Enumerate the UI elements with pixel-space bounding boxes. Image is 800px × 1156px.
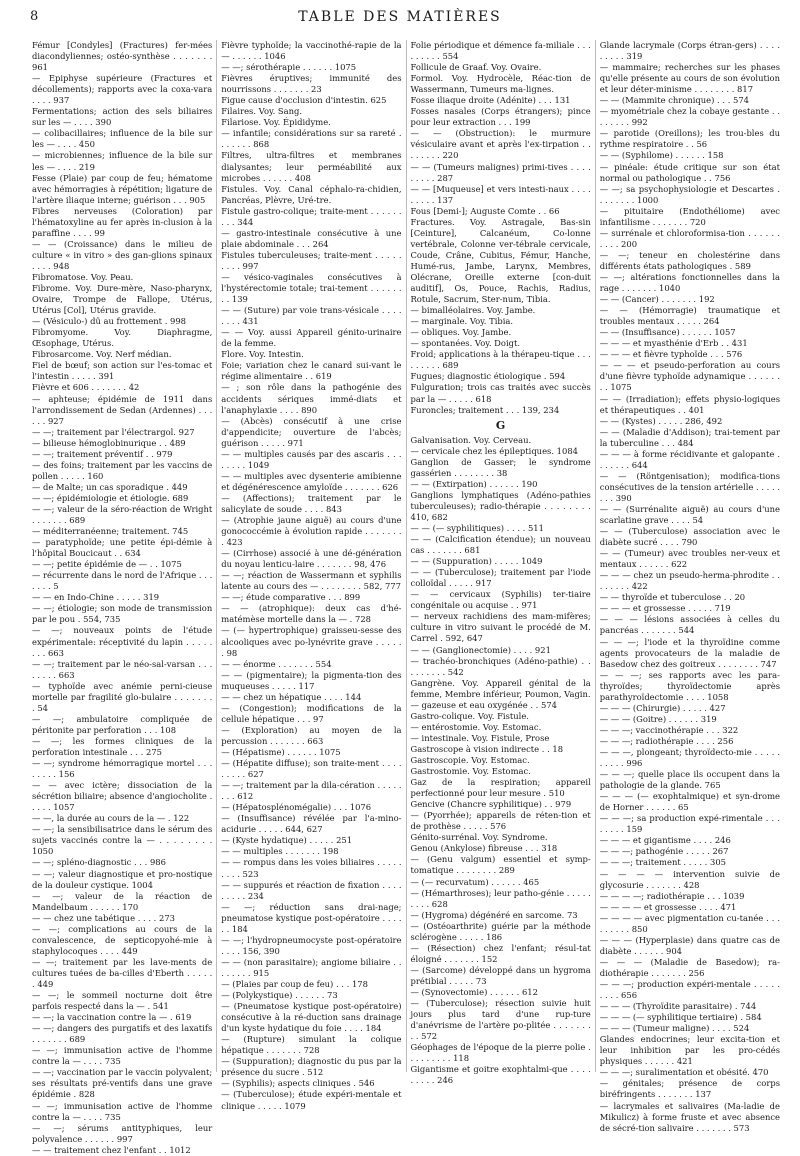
index-entry: — microbiennes; influence de la bile sur les — . . . . 219 bbox=[32, 150, 213, 172]
index-entry: — — (Irradiation); effets physio-logiques et thérapeutiques . . 401 bbox=[599, 393, 780, 415]
index-entry: — (Synovectomie) . . . . . . 612 bbox=[410, 986, 538, 997]
index-entry: Figue cause d'occlusion d'intestin. 625 bbox=[221, 95, 387, 106]
index-entry: — — (— syphilitiques) . . . . 511 bbox=[410, 523, 544, 534]
index-entry: — (Insuffisance) révélée par l'a-mino-acidurie . . . . . 644, 627 bbox=[221, 813, 402, 835]
index-entry: — —; immunisation active de l'homme contre la — . . . . 735 bbox=[32, 1100, 213, 1122]
index-entry: — — — (Chirurgie) . . . . . 427 bbox=[599, 702, 726, 713]
index-entry: — — — (Hyperplasie) dans quatre cas de diabète . . . . . . 904 bbox=[599, 934, 780, 956]
index-entry: — — —; radiothérapie . . . . 256 bbox=[599, 735, 734, 746]
index-entry: — —; traitement par les lave-ments de cultures tuées de ba-cilles d'Eberth . . . . . . 449 bbox=[32, 956, 213, 989]
index-entry: — (Ostéoarthrite) guérie par la méthode sclérogène . . . . . 186 bbox=[410, 920, 591, 942]
index-entry: Fesse (Plaie) par coup de feu; hématome avec hémorragies à répétition; ligature de l'artère iliaque interne; guérison . . . 905 bbox=[32, 172, 213, 205]
index-entry: — (Tuberculose); résection suivie huit jours plus tard d'une rup-ture d'anévrisme de l'artère po-plitée . . . . . . . . . 572 bbox=[410, 998, 591, 1042]
index-entry: — —; petite épidémie de — . . 1075 bbox=[32, 559, 182, 570]
index-entry: — (Hygroma) dégénéré en sarcome. 73 bbox=[410, 909, 578, 920]
index-entry: — lacrymales et salivaires (Ma-ladie de Mikulicz) à forme fruste et avec absence de sécré-tion salivaire . . . . . . . 573 bbox=[599, 1100, 780, 1133]
index-entry: — des foins; traitement par les vaccins de pollen . . . . . 160 bbox=[32, 459, 213, 481]
index-entry: — — —; sa production expé-rimentale . . . . . . . . 159 bbox=[599, 813, 780, 835]
index-entry: — génitales; présence de corps biréfringents . . . . . . . 137 bbox=[599, 1078, 780, 1100]
index-entry: — — (Extirpation) . . . . . . 190 bbox=[410, 478, 538, 489]
index-entry: — —; les formes cliniques de la perforation intestinale . . . 275 bbox=[32, 735, 213, 757]
index-entry: — pinéale: étude critique sur son état normal ou pathologique . . 756 bbox=[599, 161, 780, 183]
index-entry: — — —; pathogénie . . . . . 267 bbox=[599, 846, 729, 857]
index-entry: — — (Syphilome) . . . . . . 158 bbox=[599, 150, 724, 161]
index-entry: — paratyphoïde; une petite épi-démie à l'hôpital Boucicaut . . 634 bbox=[32, 537, 213, 559]
index-entry: — (Rupture) simulant la colique hépatique . . . . . . . 728 bbox=[221, 1034, 402, 1056]
index-entry: — (Polykystique) . . . . . . 73 bbox=[221, 990, 338, 1001]
index-entry: — — (Suppuration) . . . . . 1049 bbox=[410, 556, 543, 567]
index-entry: — —; dangers des purgatifs et des laxatifs . . . . . . . 689 bbox=[32, 1023, 213, 1045]
index-entry: — — (Hémorragie) traumatique et troubles mentaux . . . . . 264 bbox=[599, 305, 780, 327]
index-entry: Formol. Voy. Hydrocèle, Réac-tion de Wassermann, Tumeurs ma-lignes. bbox=[410, 73, 591, 95]
index-entry: Follicule de Graaf. Voy. Ovaire. bbox=[410, 62, 542, 73]
index-entry: — —; réduction sans drai-nage; pneumatose kystique post-opératoire . . . . . . 184 bbox=[221, 901, 402, 934]
index-entry: — (Résection) chez l'enfant; résul-tat éloigné . . . . . . . 152 bbox=[410, 942, 591, 964]
index-entry: — — (Obstruction): le murmure vésiculaire avant et après l'ex-tirpation . . . . . . . . 220 bbox=[410, 128, 591, 161]
index-entry: — — —; suralimentation et obésité. 470 bbox=[599, 1067, 769, 1078]
index-entry: — —; immunisation active de l'homme contre la — . . . . 735 bbox=[32, 1045, 213, 1067]
index-entry: — (Hépatosplénomégalie) . . . 1076 bbox=[221, 802, 372, 813]
index-entry: Gigantisme et goitre exophtalmi-que . . . . . . . . . 246 bbox=[410, 1064, 591, 1086]
index-entry: Filtres, ultra-filtres et membranes dialysantes; leur perméabilité aux microbes . . . . . . 408 bbox=[221, 150, 402, 183]
index-entry: — (Cirrhose) associé à une dé-génération du noyau lenticu-laire . . . . . . . 98, 476 bbox=[221, 548, 402, 570]
index-entry: Fiel de bœuf; son action sur l'es-tomac et l'intestin . . . . . 391 bbox=[32, 360, 213, 382]
index-entry: — — traitement chez l'enfant . . 1012 bbox=[32, 1144, 191, 1155]
index-entry: Fibromatose. Voy. Peau. bbox=[32, 271, 134, 282]
page-number: 8 bbox=[30, 9, 39, 24]
index-columns bbox=[28, 40, 784, 1155]
index-entry: — — — et fièvre typhoïde . . . 576 bbox=[599, 349, 743, 360]
index-entry: — —; étiologie; son mode de transmission par le pou . 554, 735 bbox=[32, 603, 213, 625]
page-title: TABLE DES MATIÈRES bbox=[298, 9, 502, 25]
index-entry: — —; traitement par l'électrargol. 927 bbox=[32, 426, 195, 437]
index-entry: — — —; production expéri-mentale . . . . . . . . . 656 bbox=[599, 978, 780, 1001]
index-entry: — — thyroïde et tuberculose . . 20 bbox=[599, 592, 746, 603]
index-entry: — bimalléolaires. Voy. Jambe. bbox=[410, 305, 536, 316]
index-entry: — —; l'hydropneumocyste post-opératoire . . . . 156, 390 bbox=[221, 934, 402, 956]
index-entry: — — (non parasitaire); angiome biliaire . . . . . . . . 915 bbox=[221, 956, 402, 978]
index-entry: — (— hypertrophique) graisseu-sesse des alcooliques avec po-lynévrite grave . . . . . . 98 bbox=[221, 625, 402, 658]
index-entry: — —; traitement par le néo-sal-varsan . . . . . . . . 663 bbox=[32, 658, 213, 680]
index-entry: Glande lacrymale (Corps étran-gers) . . . . . . . . . 319 bbox=[599, 40, 780, 62]
index-entry: Fièvre et 606 . . . . . . . 42 bbox=[32, 382, 140, 393]
index-entry: Fibrome. Voy. Dure-mère, Naso-pharynx, Ovaire, Trompe de Fallope, Utérus, Utérus [Col], Utérus gravide. bbox=[32, 283, 213, 316]
index-entry: — (Hémarthroses); leur patho-génie . . . . . . . . . 628 bbox=[410, 887, 591, 909]
index-entry: Géophages de l'époque de la pierre polie . . . . . . . . . 118 bbox=[410, 1042, 591, 1064]
index-entry: — typhoïde avec anémie perni-cieuse mortelle par fragilité glo-bulaire . . . . . . . . 54 bbox=[32, 680, 213, 713]
index-entry: Fractures. Voy. Astragale, Bas-sin [Ceinture], Calcanéum, Co-lonne vertébrale, Colonne ver-tébrale cervicale, Coude, Crâne, Cubitus, Fémur, Hanche, Humé-rus, Jambe, Larynx, Membres, Olécrane, Oreille externe [con-duit auditif], Os, Pouce, Rachis, Radius, Rotule, Sacrum, Ster-num, Tibia. bbox=[410, 216, 591, 305]
index-entry: Filaires. Voy. Sang. bbox=[221, 106, 303, 117]
index-entry: — — — à forme récidivante et galopante . . . . . . . 644 bbox=[599, 448, 780, 470]
index-entry: — — en Indo-Chine . . . . . 319 bbox=[32, 592, 160, 603]
index-entry: — — — lésions associées à celles du pancréas . . . . . . . 544 bbox=[599, 614, 780, 636]
index-entry: — — — et myasthénie d'Erb . . 431 bbox=[599, 338, 748, 349]
index-column bbox=[406, 40, 595, 1086]
index-entry: Gastroscope à vision indirecte . . 18 bbox=[410, 743, 564, 754]
index-entry: — trachéo-bronchiques (Adéno-pathie) . . . . . . . . . 542 bbox=[410, 655, 591, 677]
index-entry: — — (Croissance) dans le milieu de culture « in vitro » des gan-glions spinaux . . . . 948 bbox=[32, 238, 213, 271]
index-entry: Fibres nerveuses (Coloration) par l'hématoxyline au fer après in-clusion à la paraffine . . . . 99 bbox=[32, 205, 213, 238]
index-entry: — (— recurvatum) . . . . . . 465 bbox=[410, 876, 540, 887]
index-entry: — colibacillaires; influence de la bile sur les — . . . . 450 bbox=[32, 128, 213, 150]
index-entry: — — rompus dans les voies biliaires . . . . . . . . . 523 bbox=[221, 857, 402, 879]
index-entry: — — chez une tabétique . . . . 273 bbox=[32, 912, 175, 923]
index-entry: — — (Tumeurs malignes) primi-tives . . . . . . . . . 287 bbox=[410, 161, 591, 183]
index-entry: Fémur [Condyles] (Fractures) fer-mées diacondyliennes; ostéo-synthèse . . . . . . . 961 bbox=[32, 40, 213, 73]
index-entry: — surrénale et chloroformisa-tion . . . . . . . . . . 200 bbox=[599, 227, 780, 249]
index-entry: Glandes endocrines; leur excita-tion et leur inhibition par les pro-cédés physiques . . . . . . 421 bbox=[599, 1034, 780, 1067]
index-entry: Fous [Demi-]; Auguste Comte . . 66 bbox=[410, 205, 560, 216]
index-entry: Génito-surrénal. Voy. Syndrome. bbox=[410, 832, 548, 843]
index-entry: — (Hépatisme) . . . . . . 1075 bbox=[221, 747, 341, 757]
index-entry: — bilieuse hémoglobinurique . . 489 bbox=[32, 437, 186, 448]
index-entry: — — — et pseudo-perforation au cours d'une fièvre typhoïde adynamique . . . . . . . . 1075 bbox=[599, 360, 780, 393]
index-entry: — nerveux rachidiens des mam-mifères; culture in vitro suivant le procédé de M. Carrel . 592, 647 bbox=[410, 611, 591, 644]
index-entry: Ganglions lymphatiques (Adéno-pathies tuberculeuses); radio-thérapie . . . . . . . . 410, 682 bbox=[410, 489, 591, 522]
index-entry: — — suppurés et réaction de fixation . . . . . . . . . 234 bbox=[221, 879, 402, 901]
index-entry: Fièvres éruptives; immunité des nourrissons . . . . . . . 23 bbox=[221, 73, 402, 95]
index-entry: — —; syndrome hémorragique mortel . . . . . . . . 156 bbox=[32, 758, 213, 780]
index-entry: — marginale. Voy. Tibia. bbox=[410, 316, 514, 327]
index-entry: — — (Tuberculose); traitement par l'iode colloïdal . . . . . 917 bbox=[410, 567, 591, 589]
section-letter: G bbox=[495, 418, 506, 432]
index-entry: — myométriale chez la cobaye gestante . . . . . . . . 992 bbox=[599, 106, 780, 128]
index-entry: Genou (Ankylose) fibreuse . . . 318 bbox=[410, 843, 558, 854]
index-entry: — (Pneumatose kystique post-opératoire) consécutive à la ré-duction sans drainage d'un kyste hydatique du foie . . . . 184 bbox=[221, 1001, 402, 1034]
index-entry: Fermentations; action des sels biliaires sur les — . . . . 390 bbox=[32, 106, 213, 128]
index-entry: — —; la vaccination contre la — . 619 bbox=[32, 1012, 192, 1023]
index-entry: — — —; l'iode et la thyroïdine comme agents provocateurs de la maladie de Basedow chez des goitreux . . . . . . . . 747 bbox=[599, 636, 780, 669]
index-entry: — (Congestion); modifications de la cellule hépatique . . . 97 bbox=[221, 702, 402, 724]
index-entry: Flore. Voy. Intestin. bbox=[221, 349, 304, 360]
index-entry: — — — et grossesse . . . . . 719 bbox=[599, 603, 731, 614]
index-entry: — — — et gigantisme . . . . 246 bbox=[599, 835, 731, 846]
index-entry: Fistule gastro-colique; traite-ment . . . . . . . . . 344 bbox=[221, 205, 402, 227]
index-entry: Gastro-colique. Voy. Fistule. bbox=[410, 710, 529, 721]
index-entry: — — (Tumeur) avec troubles ner-veux et mentaux . . . . . . 622 bbox=[599, 548, 780, 570]
index-entry: — spontanées. Voy. Doigt. bbox=[410, 338, 521, 349]
index-entry: Froid; applications à la thérapeu-tique . . . . . . . . . 689 bbox=[410, 349, 591, 371]
index-entry: — (Atrophie jaune aiguë) au cours d'une gonococcémie à évolution rapide . . . . . . . . 423 bbox=[221, 515, 402, 548]
index-entry: — — (Kystes) . . . . . 286, 492 bbox=[599, 415, 723, 426]
index-entry: Gencive (Chancre syphilitique) . . 979 bbox=[410, 799, 572, 810]
index-entry: — — (Tuberculose) association avec le diabète sucré . . . . 790 bbox=[599, 526, 780, 548]
index-entry: — —; ambulatoire compliquée de péritonite par perforation . . . 108 bbox=[32, 713, 213, 735]
index-entry: — — (Suture) par voie trans-vésicale . . . . . . . . 431 bbox=[221, 305, 402, 327]
index-entry: — — multiples . . . . . . . 198 bbox=[221, 846, 339, 857]
index-entry: — — — (Tumeur maligne) . . . . 524 bbox=[599, 1023, 750, 1034]
index-entry: — —; complications au cours de la convalescence, de septicopyohé-mie à staphylocoques . . . . 449 bbox=[32, 923, 213, 956]
index-entry: — — (Surrénalite aiguë) au cours d'une scarlatine grave . . . . 54 bbox=[599, 503, 780, 526]
index-entry: — —; étude comparative . . . 899 bbox=[221, 592, 361, 603]
index-column bbox=[28, 40, 216, 1155]
index-entry: — — —, plongeant; thyroïdecto-mie . . . . . . . . . . 996 bbox=[599, 747, 780, 769]
index-entry: — (Syphilis); aspects cliniques . 546 bbox=[221, 1078, 375, 1089]
index-entry: — (Plaies par coup de feu) . . . 178 bbox=[221, 978, 368, 989]
index-entry: — (Suppuration); diagnostic du pus par la présence du sucre . 512 bbox=[221, 1056, 402, 1078]
index-entry: — —; la sensibilisatrice dans le sérum des sujets vaccinés contre la — . . . . . . . . 1050 bbox=[32, 824, 213, 857]
index-entry: — intestinale. Voy. Fistule, Prose bbox=[410, 732, 550, 743]
index-entry: — —; réaction de Wassermann et syphilis latente au cours des — . . . . . . . . 582, 777 bbox=[221, 570, 402, 592]
index-entry: — — (Röntgenisation); modifica-tions consécutives de la tension artérielle . . . . . . . . 390 bbox=[599, 470, 780, 503]
index-entry: — —; sa psychophysiologie et Descartes . . . . . . . . 1000 bbox=[599, 183, 780, 205]
index-entry: — (Tuberculose); étude expéri-mentale et clinique . . . . . 1079 bbox=[221, 1089, 402, 1111]
index-entry: — — — — et grossesse . . . . 471 bbox=[599, 901, 737, 912]
index-entry: — ; son rôle dans la pathogénie des accidents sériques immé-diats et l'anaphylaxie . . . . 890 bbox=[221, 382, 402, 415]
index-column bbox=[595, 40, 784, 1133]
index-entry: Fosse iliaque droite (Adénite) . . . 131 bbox=[410, 95, 571, 106]
index-entry: Fistules. Voy. Canal céphalo-ra-chidien, Pancréas, Plèvre, Uré-tre. bbox=[221, 183, 402, 205]
index-entry: Fibrosarcome. Voy. Nerf médian. bbox=[32, 349, 172, 360]
index-entry: — —; traitement préventif . . 979 bbox=[32, 448, 173, 459]
index-entry: — (Exploration) au moyen de la percussion . . . . . . . 663 bbox=[221, 724, 402, 746]
index-entry: — Epiphyse supérieure (Fractures et décollements); rapports avec la coxa-vara . . . . 937 bbox=[32, 73, 213, 106]
index-entry: Gastrostomie. Voy. Estomac. bbox=[410, 766, 531, 777]
index-entry: — — —; quelle place ils occupent dans la pathologie de la glande. 765 bbox=[599, 769, 780, 791]
index-entry: — de Malte; un cas sporadique . 449 bbox=[32, 481, 188, 492]
index-entry: — obliques. Voy. Jambe. bbox=[410, 327, 512, 338]
index-entry: — — multiples avec dysenterie amibienne et dégénérescence amyloïde . . . . . . . 626 bbox=[221, 470, 402, 492]
index-entry: — — — (Maladie de Basedow); ra-diothérapie . . . . . . . 256 bbox=[599, 956, 780, 978]
index-entry: — (Kyste hydatique) . . . . . 251 bbox=[221, 835, 353, 846]
index-entry: — —; altérations fonctionnelles dans la rage . . . . . . . 1040 bbox=[599, 271, 780, 294]
index-entry: — — (pigmentaire); la pigmenta-tion des muqueuses . . . . . 117 bbox=[221, 669, 402, 691]
index-entry: — — avec ictère; dissociation de la sécrétion biliaire; absence d'angiocholite . . . . . 1057 bbox=[32, 780, 213, 813]
index-entry: — — —; ses rapports avec les para-thyroïdes; thyroïdectomie après parathyroïdectomie . . . . 1058 bbox=[599, 669, 780, 702]
index-entry: — (Pyorrhée); appareils de réten-tion et de prothèse . . . . . 576 bbox=[410, 810, 591, 832]
index-entry: Fibromyome. Voy. Diaphragme, Œsophage, Utérus. bbox=[32, 327, 213, 349]
index-entry: — — [Muqueuse] et vers intesti-naux . . . . . . . . . 137 bbox=[410, 183, 591, 205]
index-entry: Ganglion de Gasser; le syndrome gassérien . . . . . . . . 38 bbox=[410, 456, 591, 478]
index-entry: — —; valeur de la séro-réaction de Wright . . . . . . . 689 bbox=[32, 503, 213, 526]
index-entry: Fugues; diagnostic étiologique . 594 bbox=[410, 371, 566, 382]
index-entry: — —; valeur diagnostique et pro-nostique de la douleur cystique. 1004 bbox=[32, 868, 213, 890]
index-entry: — pituitaire (Endothéliome) avec infantilisme . . . . . . . 720 bbox=[599, 205, 780, 227]
index-entry: Folie périodique et démence fa-miliale . . . . . . . . . 554 bbox=[410, 40, 591, 62]
index-entry: — — Voy. aussi Appareil génito-urinaire de la femme. bbox=[221, 327, 402, 349]
index-entry: — — (Maladie d'Addison); trai-tement par la tuberculine . . . 484 bbox=[599, 426, 780, 448]
index-entry: — —; nouveaux points de l'étude expérimentale: réceptivité du lapin . . . . . . . . 663 bbox=[32, 625, 213, 658]
index-entry: — (Sarcome) développé dans un hygroma prétibial . . . . . 73 bbox=[410, 964, 591, 986]
index-entry: — — — chez un pseudo-herma-phrodite . . . . . . . . 422 bbox=[599, 570, 780, 592]
index-entry: — gastro-intestinale consécutive à une plaie abdominale . . . 264 bbox=[221, 227, 402, 249]
index-entry: — —, la durée au cours de la — . 122 bbox=[32, 813, 190, 824]
index-entry: — (Genu valgum) essentiel et symp-tomatique . . . . . . . . 289 bbox=[410, 854, 591, 876]
page-header bbox=[0, 0, 800, 30]
index-entry: — — multiples causés par des ascaris . . . . . . . . 1049 bbox=[221, 448, 402, 470]
index-entry: Gaz de la respiration; appareil perfectionné pour leur mesure . 510 bbox=[410, 777, 591, 799]
index-entry: — — — — avec pigmentation cu-tanée . . . . . . . . . 850 bbox=[599, 912, 780, 934]
index-entry: — — (Ganglionectomie) . . . . 921 bbox=[410, 644, 551, 655]
index-entry: — (Vésiculo-) dû au frottement . 998 bbox=[32, 316, 187, 327]
index-entry: — (Hépatite diffuse); son traite-ment . . . . . . . . . 627 bbox=[221, 758, 402, 780]
index-entry: — —; épidémiologie et étiologie. 689 bbox=[32, 492, 189, 503]
index-entry: — récurrente dans le nord de l'Afrique . . . . . . . 5 bbox=[32, 570, 213, 592]
index-entry: Foie; variation chez le canard sui-vant le régime alimentaire . . 619 bbox=[221, 360, 402, 382]
index-entry: — — —; vaccinothérapie . . . 322 bbox=[599, 724, 739, 735]
index-entry: — —; le sommeil nocturne doit être parfois respecté dans la — . 541 bbox=[32, 990, 213, 1012]
index-entry: Galvanisation. Voy. Cerveau. bbox=[410, 434, 532, 445]
index-entry: — mammaire; recherches sur les phases qu'elle présente au cours de son évolution et leur déter-minisme . . . . . . . . 817 bbox=[599, 62, 780, 95]
index-entry: — —; traitement par la dila-cération . . . . . . . . 612 bbox=[221, 780, 402, 802]
index-entry: — —; sérums antityphiques, leur polyvalence . . . . . . 997 bbox=[32, 1122, 213, 1144]
index-entry: — — — (— exophtalmique) et syn-drome de Horner . . . . . . 65 bbox=[599, 791, 780, 813]
index-entry: — infantile; considérations sur sa rareté . . . . . . . 868 bbox=[221, 128, 402, 150]
index-entry: — —; valeur de la réaction de Mandelbaum . . . . . . 170 bbox=[32, 890, 213, 912]
index-entry: — — cervicaux (Syphilis) ter-tiaire congénitale ou acquise . . 971 bbox=[410, 589, 591, 611]
index-entry: Fulguration; trois cas traités avec succès par la — . . . . . 618 bbox=[410, 382, 591, 404]
index-entry: — gazeuse et eau oxygénée . . 574 bbox=[410, 699, 557, 710]
index-entry: — — (atrophique): deux cas d'hé-matémèse mortelle dans la — . 728 bbox=[221, 603, 402, 625]
index-entry: — — (Insuffisance) . . . . . . 1057 bbox=[599, 327, 736, 338]
index-entry: — — — —; radiothérapie . . . 1039 bbox=[599, 890, 745, 901]
index-entry: — aphteuse; épidémie de 1911 dans l'arrondissement de Sedan (Ardennes) . . . . . . 927 bbox=[32, 393, 213, 426]
index-entry: Filariose. Voy. Épididyme. bbox=[221, 117, 331, 128]
index-entry: — méditerranéenne; traitement. 745 bbox=[32, 526, 189, 537]
index-entry: Fièvre typhoïde; la vaccinothé-rapie de la — . . . . . . 1046 bbox=[221, 40, 402, 62]
index-entry: — —; teneur en cholestérine dans différents états pathologiques . 589 bbox=[599, 249, 780, 271]
index-entry: — parotide (Oreillons); les trou-bles du rythme respiratoire . . 56 bbox=[599, 128, 780, 150]
index-entry: Gangrène. Voy. Appareil génital de la femme, Membre inférieur, Poumon, Vagin. bbox=[410, 677, 591, 699]
index-entry: — — — (Goitre) . . . . . . 319 bbox=[599, 713, 717, 724]
index-entry: — —; spléno-diagnostic . . . 986 bbox=[32, 857, 166, 868]
index-entry: — (Abcès) consécutif à une crise d'appendicite; ouverture de l'abcès; guérison . . . . . 971 bbox=[221, 415, 402, 448]
index-entry: — — —; traitement . . . . . 305 bbox=[599, 857, 726, 868]
index-entry: — — (Cancer) . . . . . . . 192 bbox=[599, 294, 715, 305]
index-entry: — entérostomie. Voy. Estomac. bbox=[410, 721, 542, 732]
index-entry: — — (Mammite chronique) . . . 574 bbox=[599, 95, 750, 106]
index-entry: — —; vaccination par le vaccin polyvalent; ses résultats pré-ventifs dans une grave épidémie . 828 bbox=[32, 1067, 213, 1100]
index-entry: — — chez un hépatique . . . . 144 bbox=[221, 691, 362, 702]
index-entry: — — — — intervention suivie de glycosurie . . . . . . . 428 bbox=[599, 868, 780, 890]
index-entry: — (Affections); traitement par le salicylate de soude . . . . 843 bbox=[221, 492, 402, 514]
index-entry: — vésico-vaginales consécutives à l'hystérectomie totale; trai-tement . . . . . . . . 139 bbox=[221, 271, 402, 305]
index-entry: — —; sérothérapie . . . . . . 1075 bbox=[221, 62, 357, 73]
index-entry: — cervicale chez les épileptiques. 1084 bbox=[410, 445, 578, 456]
index-entry: — — (Calcification étendue); un nouveau cas . . . . . . . 681 bbox=[410, 534, 591, 556]
index-entry: — — — (Thyroïdite parasitaire) . 744 bbox=[599, 1001, 757, 1012]
index-entry: Gastroscopie. Voy. Estomac. bbox=[410, 755, 530, 765]
index-column bbox=[216, 40, 405, 1111]
index-entry: Fosses nasales (Corps étrangers); pince pour leur extraction . . . 199 bbox=[410, 106, 591, 128]
index-entry: — — — (— syphilitique tertiaire) . 584 bbox=[599, 1012, 762, 1023]
index-entry: Furoncles; traitement . . . 139, 234 bbox=[410, 404, 560, 415]
index-entry: Fistules tuberculeuses; traite-ment . . . . . . . . . 997 bbox=[221, 249, 402, 271]
index-entry: — — énorme . . . . . . . 554 bbox=[221, 658, 332, 669]
